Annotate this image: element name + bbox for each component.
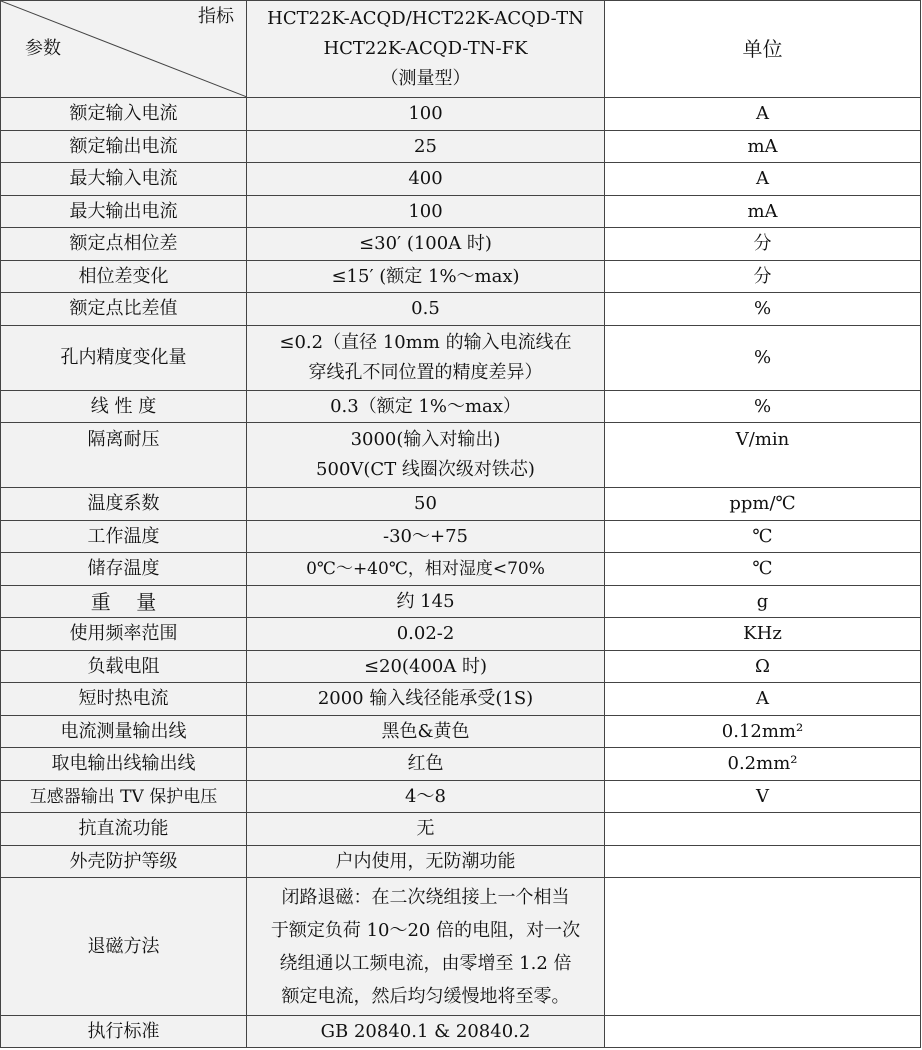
row-value: 约 145 — [247, 586, 605, 618]
row-value: 2000 输入线径能承受(1S) — [247, 683, 605, 716]
row-value: 红色 — [247, 748, 605, 781]
row-param: 取电输出线输出线 — [1, 748, 247, 781]
row-unit: V/min — [605, 423, 921, 488]
row-param: 储存温度 — [1, 553, 247, 586]
row-unit: Ω — [605, 651, 921, 683]
row-unit: mA — [605, 196, 921, 228]
row-param — [1, 586, 247, 618]
table-row — [1, 326, 921, 391]
row-value: 4～8 — [247, 781, 605, 813]
row-value: 0.5 — [247, 293, 605, 326]
row-param: 相位差变化 — [1, 261, 247, 293]
row-param: 最大输入电流 — [1, 163, 247, 196]
demag-line2: 于额定负荷 10～20 倍的电阻，对一次 — [270, 919, 581, 941]
row-value: -30～+75 — [247, 521, 605, 553]
row-unit: ℃ — [605, 553, 921, 586]
table-row — [1, 228, 921, 261]
row-unit: 分 — [605, 228, 921, 261]
demag-line3: 绕组通以工频电流，由零增至 1.2 倍 — [279, 952, 572, 974]
row-value: 50 — [247, 488, 605, 521]
row-unit: % — [605, 326, 921, 391]
row-value: 黑色&黄色 — [247, 716, 605, 748]
table-row — [1, 651, 921, 683]
table-row — [1, 293, 921, 326]
row-value: GB 20840.1 & 20840.2 — [247, 1016, 605, 1048]
table-row — [1, 683, 921, 716]
row-unit: V — [605, 781, 921, 813]
row-unit: 0.2mm² — [605, 748, 921, 781]
table-row — [1, 521, 921, 553]
row-param: 短时热电流 — [1, 683, 247, 716]
table-row — [1, 423, 921, 488]
demag-line1: 闭路退磁：在二次绕组接上一个相当 — [281, 886, 570, 908]
table-row — [1, 131, 921, 163]
header-model-line3: （测量型） — [380, 68, 471, 89]
row-unit: ppm/℃ — [605, 488, 921, 521]
table-row — [1, 618, 921, 651]
row-value-cell — [247, 423, 605, 488]
row-unit: % — [605, 391, 921, 423]
table-row — [1, 488, 921, 521]
row-value: ≤30′ (100A 时) — [247, 228, 605, 261]
row-value: 25 — [247, 131, 605, 163]
header-model-line2: HCT22K-ACQD-TN-FK — [323, 38, 528, 59]
row-param: 隔离耐压 — [1, 423, 247, 488]
header-row — [1, 1, 921, 98]
row-unit: mA — [605, 131, 921, 163]
row-value: 100 — [247, 196, 605, 228]
row-value: 400 — [247, 163, 605, 196]
table-row — [1, 846, 921, 878]
row-param: 额定点相位差 — [1, 228, 247, 261]
row-value: 100 — [247, 98, 605, 131]
row-unit: 0.12mm² — [605, 716, 921, 748]
row-param: 使用频率范围 — [1, 618, 247, 651]
row-unit: g — [605, 586, 921, 618]
row-unit: ℃ — [605, 521, 921, 553]
row-param: 温度系数 — [1, 488, 247, 521]
row-value: 3000(输入对输出) — [350, 429, 501, 450]
row-param: 最大输出电流 — [1, 196, 247, 228]
row-value: ≤0.2（直径 10mm 的输入电流线在 — [279, 332, 572, 353]
row-value: 0.02-2 — [247, 618, 605, 651]
table-row — [1, 391, 921, 423]
table-row — [1, 1016, 921, 1048]
row-param: 额定点比差值 — [1, 293, 247, 326]
row-unit: % — [605, 293, 921, 326]
row-value: 0.3（额定 1%～max） — [247, 391, 605, 423]
table-row — [1, 98, 921, 131]
row-param: 线 性 度 — [1, 391, 247, 423]
header-model-line1: HCT22K-ACQD/HCT22K-ACQD-TN — [267, 8, 584, 29]
row-param: 额定输入电流 — [1, 98, 247, 131]
header-index-label: 指标 — [198, 6, 234, 27]
table-row — [1, 261, 921, 293]
row-value-line2: 500V(CT 线圈次级对铁芯) — [316, 459, 535, 480]
row-param: 外壳防护等级 — [1, 846, 247, 878]
row-param: 执行标准 — [1, 1016, 247, 1048]
row-value-cell — [247, 878, 605, 1016]
row-unit: A — [605, 683, 921, 716]
table-row — [1, 748, 921, 781]
row-value-line2: 穿线孔不同位置的精度差异） — [308, 362, 543, 383]
row-param: 退磁方法 — [1, 878, 247, 1016]
table-row — [1, 196, 921, 228]
row-param: 抗直流功能 — [1, 813, 247, 846]
row-param-text: 重 量 — [90, 589, 157, 614]
header-unit-cell: 单位 — [605, 1, 921, 98]
header-model-cell — [247, 1, 605, 98]
header-param-label: 参数 — [25, 38, 61, 59]
row-value-cell — [247, 326, 605, 391]
row-unit: 分 — [605, 261, 921, 293]
row-unit — [605, 813, 921, 846]
row-value: 无 — [247, 813, 605, 846]
row-unit — [605, 878, 921, 1016]
table-row — [1, 163, 921, 196]
table-row — [1, 553, 921, 586]
header-diagonal-cell — [1, 1, 247, 98]
row-unit: KHz — [605, 618, 921, 651]
row-param: 工作温度 — [1, 521, 247, 553]
table-row — [1, 716, 921, 748]
row-param: 负载电阻 — [1, 651, 247, 683]
row-param: 互感器输出 TV 保护电压 — [1, 781, 247, 813]
table-row — [1, 586, 921, 618]
row-param: 电流测量输出线 — [1, 716, 247, 748]
table-row-demag — [1, 878, 921, 1016]
row-value: ≤15′ (额定 1%～max) — [247, 261, 605, 293]
row-param: 孔内精度变化量 — [1, 326, 247, 391]
table-row — [1, 813, 921, 846]
row-unit — [605, 846, 921, 878]
row-value: 0℃～+40℃，相对湿度<70% — [247, 553, 605, 586]
row-unit: A — [605, 163, 921, 196]
row-value: ≤20(400A 时) — [247, 651, 605, 683]
demag-line4: 额定电流，然后均匀缓慢地将至零。 — [281, 985, 570, 1007]
row-param: 额定输出电流 — [1, 131, 247, 163]
row-value: 户内使用，无防潮功能 — [247, 846, 605, 878]
row-unit — [605, 1016, 921, 1048]
table-row — [1, 781, 921, 813]
row-unit: A — [605, 98, 921, 131]
